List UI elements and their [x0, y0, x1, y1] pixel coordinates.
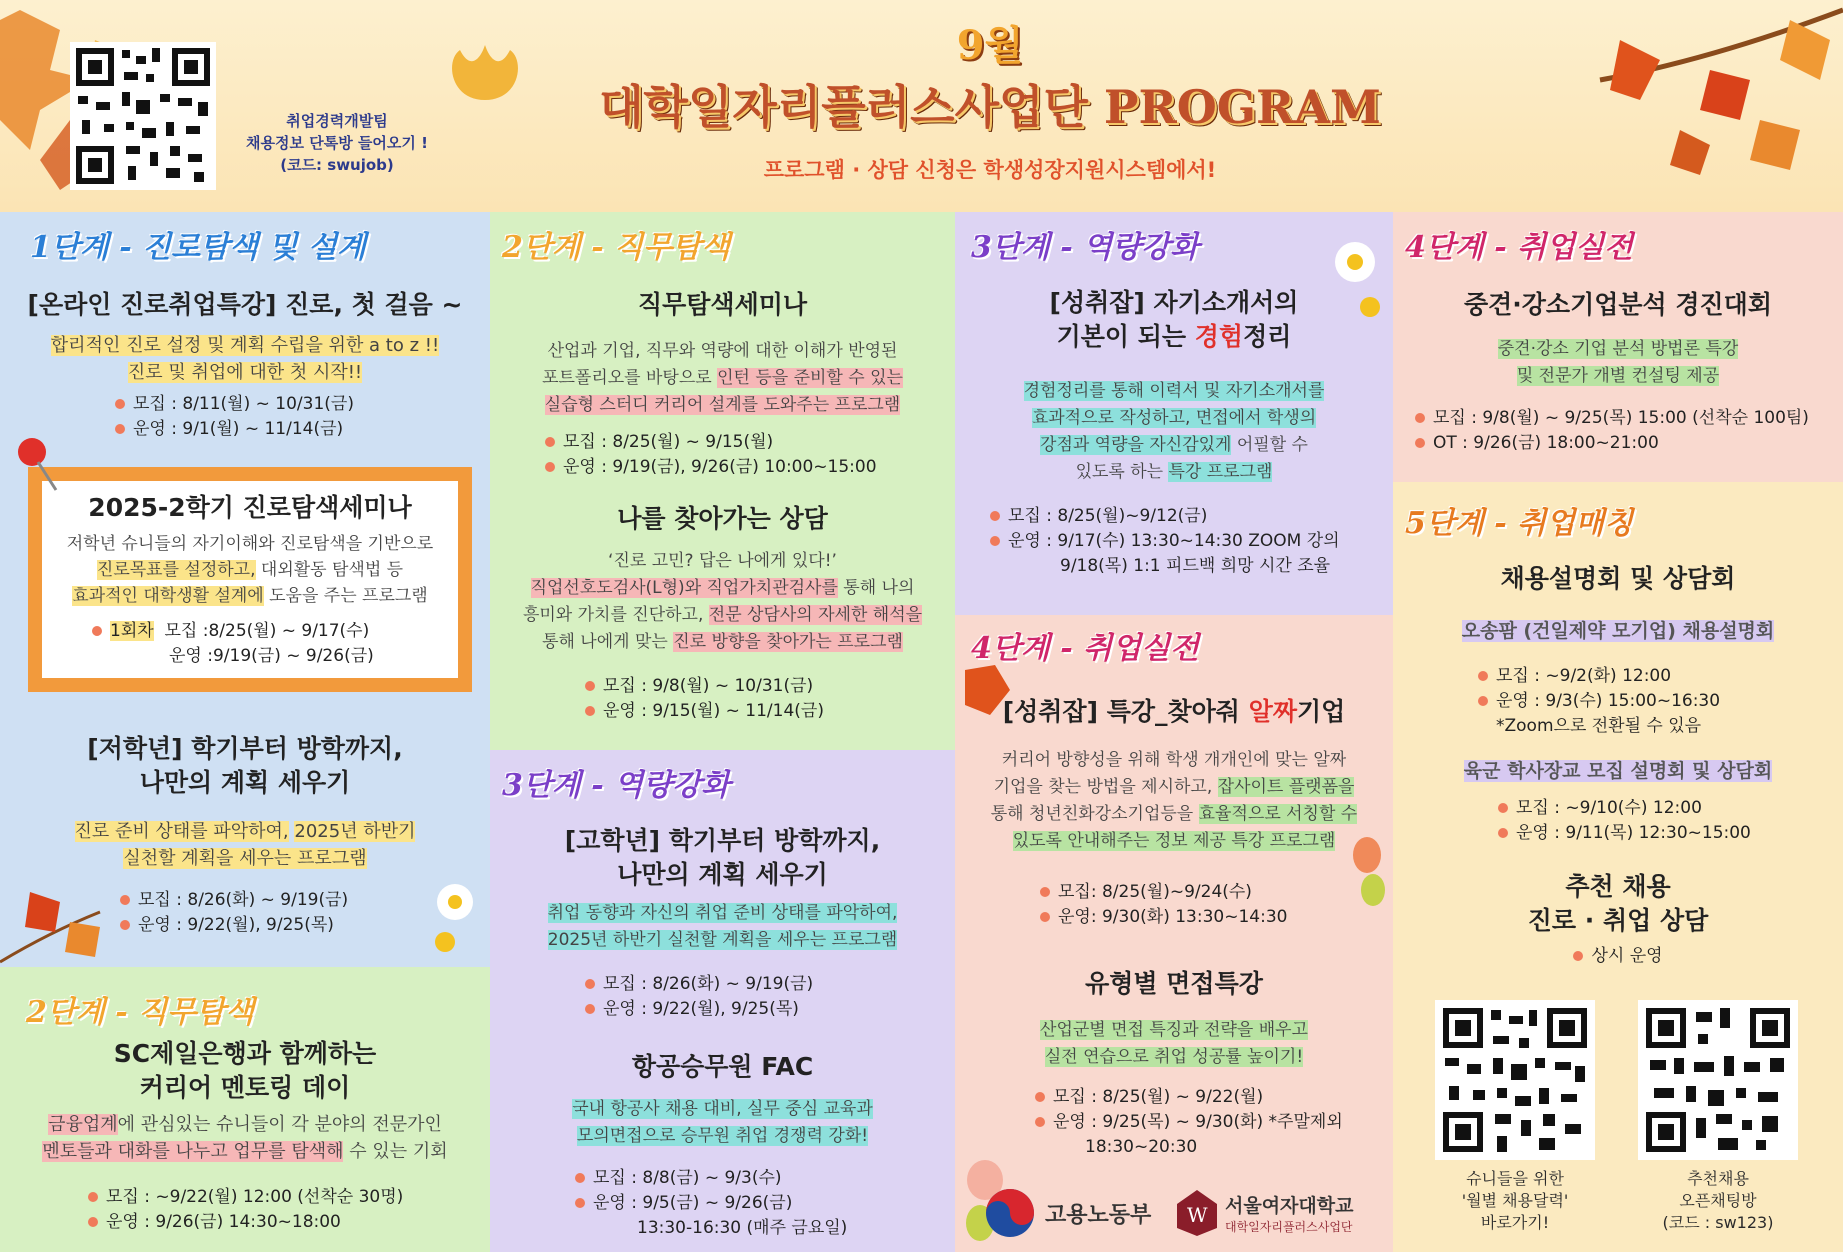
recruit-date: 모집 : 8/25(월) ~ 9/22(월) — [1053, 1087, 1264, 1107]
featured-desc: 효과적인 대학생활 설계에 — [72, 586, 264, 606]
bullet-dot — [115, 424, 125, 434]
logo-moel — [985, 1185, 1151, 1241]
qr-caption-line: 추천채용 — [1687, 1169, 1749, 1188]
pushpin-icon — [14, 434, 60, 494]
bullet-dot — [990, 536, 1000, 546]
logo-subtext: 대학일자리플러스사업단 — [1225, 1220, 1353, 1234]
qr-caption — [1405, 1168, 1625, 1234]
recruit-date: 모집 : ~9/22(월) 12:00 (선착순 30명) — [106, 1187, 404, 1207]
stage-heading: 5단계 - 취업매칭 — [1405, 506, 1634, 541]
qr-caption — [222, 110, 452, 176]
qr-caption-line: (코드: swujob) — [280, 156, 394, 174]
program-desc: 합리적인 진로 설정 및 계획 수립을 위한 a to z !! — [50, 335, 440, 356]
program-desc: 실습형 스터디 커리어 설계를 도와주는 프로그램 — [544, 395, 901, 415]
program-title: 나만의 계획 세우기 — [617, 860, 828, 889]
bullet-dot — [92, 626, 102, 636]
qr-code-openchat[interactable] — [1638, 1000, 1798, 1160]
qr-icon — [1638, 1000, 1798, 1160]
program-desc: ‘진로 고민? 답은 나에게 있다!’ — [608, 551, 837, 571]
recruit-date: 모집 : 9/8(월) ~ 10/31(금) — [603, 676, 814, 696]
bullet-dot — [115, 399, 125, 409]
bullet-dot — [1415, 438, 1425, 448]
stage-heading: 3단계 - 역량강화 — [971, 230, 1200, 265]
round-badge: 1회차 — [110, 621, 154, 641]
program-desc: 전문 상담사의 자세한 해석을 — [708, 605, 923, 625]
stage-heading: 3단계 - 역량강화 — [502, 768, 731, 803]
program-title: 기본이 되는 — [1056, 322, 1195, 351]
bullet-dot — [1035, 1117, 1045, 1127]
qr-code-kakao[interactable] — [70, 42, 216, 190]
featured-desc: 도움을 주는 프로그램 — [269, 586, 428, 606]
program-desc: 인턴 등을 준비할 수 있는 — [717, 368, 903, 388]
program-desc: 국내 항공사 채용 대비, 실무 중심 교육과 — [572, 1099, 873, 1119]
column-1 — [0, 212, 490, 967]
featured-desc: 대외활동 탐색법 등 — [260, 560, 404, 580]
bullet-dot — [545, 462, 555, 472]
program-title: 추천 채용 — [1565, 872, 1671, 901]
qr-caption-line: 슈니들을 위한 — [1466, 1169, 1564, 1188]
program-title: 채용설명회 및 상담회 — [1500, 564, 1736, 593]
qr-caption — [1608, 1168, 1828, 1234]
month-label: 9월 — [956, 22, 1024, 69]
program-desc: 통해 나에게 맞는 — [542, 632, 674, 652]
recruit-date: 모집 : 8/26(화) ~ 9/19(금) — [603, 974, 814, 994]
bullet-dot — [1040, 912, 1050, 922]
operation-date: 운영 : 9/15(월) ~ 11/14(금) — [603, 701, 824, 721]
program-desc: 2025년 하반기 — [294, 821, 416, 842]
program-desc: 강점과 역량을 자신감있게 — [1040, 435, 1232, 455]
bullet-dot — [88, 1192, 98, 1202]
qr-icon — [70, 42, 216, 190]
program-desc: 포트폴리오를 바탕으로 — [542, 368, 718, 388]
program-desc: 모의면접으로 승무원 취업 경쟁력 강화! — [576, 1126, 869, 1146]
featured-desc: 진로목표를 설정하고, — [96, 560, 256, 580]
operation-note: 상시 운영 — [1591, 946, 1663, 966]
program-desc: 통해 나의 — [837, 578, 915, 598]
program-title: 커리어 멘토링 데이 — [139, 1073, 351, 1102]
note-text: *Zoom으로 전환될 수 있음 — [1496, 716, 1702, 736]
operation-date: 운영 :9/19(금) ~ 9/26(금) — [169, 646, 374, 666]
program-title: 나를 찾아가는 상담 — [617, 504, 828, 533]
operation-date: 운영 : 9/17(수) 13:30~14:30 ZOOM 강의 — [1008, 531, 1340, 551]
program-desc: 멘토들과 대화를 나누고 업무를 탐색해 — [42, 1141, 344, 1162]
column-4 — [1393, 212, 1843, 482]
stage-heading: 4단계 - 취업실전 — [971, 631, 1200, 666]
recruit-date: 모집 : 8/25(월) ~ 9/15(월) — [563, 432, 774, 452]
program-title: 중견·강소기업분석 경진대회 — [1463, 290, 1772, 319]
program-title: [성취잡] 특강_찾아줘 — [1002, 697, 1249, 726]
column-3 — [955, 212, 1393, 615]
program-desc: 금융업계 — [48, 1114, 118, 1135]
qr-caption-line: '월별 채용달력' — [1461, 1191, 1569, 1210]
program-desc: 수 있는 기회 — [343, 1141, 448, 1162]
program-desc: 2025년 하반기 실천할 계획을 세우는 프로그램 — [547, 930, 898, 950]
program-title-accent: 경험 — [1194, 322, 1244, 351]
featured-desc: 저학년 슈니들의 자기이해와 진로탐색을 기반으로 — [66, 534, 434, 554]
program-desc: 및 전문가 개별 컨설팅 제공 — [1516, 366, 1720, 386]
stage-heading: 2단계 - 직무탐색 — [26, 995, 255, 1030]
featured-box — [28, 467, 472, 692]
leaf-icon — [1345, 830, 1393, 910]
recruit-date: 모집 : 8/25(월)~9/12(금) — [1008, 506, 1208, 526]
program-desc: 효율적으로 서칭할 수 — [1198, 804, 1358, 824]
operation-date: 운영 : 9/26(금) 14:30~18:00 — [106, 1212, 341, 1232]
qr-caption-line: 취업경력개발팀 — [286, 112, 388, 130]
program-title: [성취잡] 자기소개서의 — [1049, 288, 1299, 317]
header — [0, 0, 1843, 212]
bullet-dot — [1415, 413, 1425, 423]
bullet-dot — [1498, 803, 1508, 813]
bullet-dot — [585, 681, 595, 691]
university-emblem-icon — [1175, 1188, 1219, 1238]
operation-date: 운영 : 9/22(월), 9/25(목) — [603, 999, 799, 1019]
program-title: [온라인 진로취업특강] 진로, 첫 걸음 ~ — [27, 290, 463, 319]
program-desc: 진로 준비 상태를 파악하여, — [74, 821, 289, 842]
recruit-date: 모집 : 9/8(월) ~ 9/25(목) 15:00 (선착순 100팀) — [1433, 408, 1809, 428]
operation-date: 운영 : 9/19(금), 9/26(금) 10:00~15:00 — [563, 457, 877, 477]
stage-heading: 1단계 - 진로탐색 및 설계 — [30, 230, 366, 265]
stage-heading: 4단계 - 취업실전 — [1405, 230, 1634, 265]
program-desc: 실전 연습으로 취업 성공률 높이기! — [1044, 1047, 1304, 1067]
bullet-dot — [575, 1173, 585, 1183]
program-desc: 진로 및 취업에 대한 첫 시작!! — [127, 362, 363, 383]
column-2-bottom — [490, 750, 955, 1252]
page-title: 대학일자리플러스사업단 PROGRAM — [599, 80, 1381, 134]
program-desc: 있도록 하는 — [1075, 462, 1169, 482]
operation-date: 운영 : 9/11(목) 12:30~15:00 — [1516, 823, 1751, 843]
taegeuk-icon — [985, 1188, 1035, 1238]
program-title: 기업 — [1296, 697, 1346, 726]
bullet-dot — [575, 1198, 585, 1208]
maple-branch-icon — [1560, 0, 1843, 200]
operation-date: 9/18(목) 1:1 피드백 희망 시간 조율 — [1060, 556, 1331, 576]
program-desc: 경험정리를 통해 이력서 및 자기소개서를 — [1023, 381, 1325, 401]
program-desc: 중견·강소 기업 분석 방법론 특강 — [1497, 339, 1739, 359]
bullet-dot — [585, 1004, 595, 1014]
recruit-date: 모집 : ~9/10(수) 12:00 — [1516, 798, 1702, 818]
logo-text: 서울여자대학교 — [1225, 1195, 1354, 1217]
bullet-dot — [120, 895, 130, 905]
recruit-date: 모집 :8/25(월) ~ 9/17(수) — [164, 621, 370, 641]
bullet-dot — [585, 706, 595, 716]
qr-caption-line: 채용정보 단톡방 들어오기 ! — [246, 134, 428, 152]
program-title: 진로 · 취업 상담 — [1527, 906, 1709, 935]
column-2 — [490, 212, 955, 750]
program-title-accent: 알짜 — [1248, 697, 1297, 726]
ginkgo-leaf-icon — [440, 40, 530, 140]
logo-text: 고용노동부 — [1045, 1202, 1152, 1228]
program-desc: 커리어 방향성을 위해 학생 개개인에 맞는 알짜 — [1001, 750, 1347, 770]
qr-caption-line: (코드 : sw123) — [1662, 1213, 1774, 1232]
recruit-date: 모집 : 8/26(화) ~ 9/19(금) — [138, 890, 349, 910]
column-1-bottom — [0, 967, 490, 1252]
program-title: SC제일은행과 함께하는 — [113, 1039, 377, 1068]
program-desc: 효과적으로 작성하고, 면접에서 학생의 — [1031, 408, 1317, 428]
recruit-date: 모집 : ~9/2(화) 12:00 — [1496, 666, 1672, 686]
recruit-date: 모집 : 8/8(금) ~ 9/3(수) — [593, 1168, 782, 1188]
program-desc: 취업 동향과 자신의 취업 준비 상태를 파악하여, — [547, 903, 898, 923]
event-subtitle: 육군 학사장교 모집 설명회 및 상담회 — [1463, 760, 1773, 782]
operation-date: 운영 : 9/25(목) ~ 9/30(화) *주말제외 — [1053, 1112, 1343, 1132]
operation-date: 운영 : 9/3(수) 15:00~16:30 — [1496, 691, 1721, 711]
bullet-dot — [1478, 671, 1488, 681]
operation-date: 운영: 9/30(화) 13:30~14:30 — [1058, 907, 1288, 927]
program-title: [고학년] 학기부터 방학까지, — [564, 826, 881, 855]
column-4-bottom — [1393, 482, 1843, 1252]
program-title: 유형별 면접특강 — [1085, 969, 1263, 998]
logo-swu — [1175, 1185, 1353, 1241]
program-desc: 직업선호도검사(L형)와 직업가치관검사를 — [530, 578, 838, 598]
svg-text:W: W — [1187, 1203, 1208, 1227]
program-title: 직무탐색세미나 — [637, 290, 808, 319]
program-desc: 어필할 수 — [1231, 435, 1308, 455]
program-desc: 있도록 안내해주는 정보 제공 특강 프로그램 — [1012, 831, 1336, 851]
bullet-dot — [1573, 951, 1583, 961]
program-desc: 에 관심있는 슈니들이 각 분야의 전문가인 — [117, 1114, 442, 1135]
page-subtitle: 프로그램 · 상담 신청은 학생성장지원시스템에서! — [763, 158, 1217, 182]
bullet-dot — [88, 1217, 98, 1227]
bullet-dot — [1035, 1092, 1045, 1102]
qr-caption-line: 바로가기! — [1480, 1213, 1550, 1232]
operation-time: 18:30~20:30 — [1085, 1137, 1198, 1157]
qr-caption-line: 오픈채팅방 — [1679, 1191, 1757, 1210]
program-desc: 잡사이트 플랫폼을 — [1217, 777, 1355, 797]
daisy-icon — [420, 872, 490, 967]
recruit-date: 모집: 8/25(월)~9/24(수) — [1058, 882, 1252, 902]
program-title: 정리 — [1243, 322, 1292, 351]
operation-date: 운영 : 9/5(금) ~ 9/26(금) — [593, 1193, 793, 1213]
bullet-dot — [990, 511, 1000, 521]
bullet-dot — [1040, 887, 1050, 897]
program-desc: 산업군별 면접 특징과 전략을 배우고 — [1040, 1020, 1308, 1040]
recruit-date: 모집 : 8/11(월) ~ 10/31(금) — [133, 394, 354, 414]
event-subtitle: 오송팜 (건일제약 모기업) 채용설명회 — [1461, 620, 1775, 642]
bullet-dot — [545, 437, 555, 447]
maple-leaf-icon — [0, 872, 110, 967]
program-desc: 실천할 계획을 세우는 프로그램 — [123, 848, 367, 869]
program-desc: 특강 프로그램 — [1168, 462, 1273, 482]
column-3-bottom — [955, 615, 1393, 1252]
ot-date: OT : 9/26(금) 18:00~21:00 — [1433, 433, 1659, 453]
stage-heading: 2단계 - 직무탐색 — [502, 230, 731, 265]
featured-title: 2025-2학기 진로탐색세미나 — [88, 493, 412, 522]
program-desc: 흥미와 가치를 진단하고, — [522, 605, 709, 625]
bullet-dot — [585, 979, 595, 989]
bullet-dot — [1498, 828, 1508, 838]
program-desc: 진로 방향을 찾아가는 프로그램 — [673, 632, 903, 652]
operation-date: 운영 : 9/22(월), 9/25(목) — [138, 915, 334, 935]
program-title: 나만의 계획 세우기 — [139, 768, 351, 797]
program-desc: 기업을 찾는 방법을 제시하고, — [993, 777, 1218, 797]
qr-icon — [1435, 1000, 1595, 1160]
program-title: [저학년] 학기부터 방학까지, — [87, 734, 403, 763]
operation-time: 13:30-16:30 (매주 금요일) — [637, 1218, 848, 1238]
operation-date: 운영 : 9/1(월) ~ 11/14(금) — [133, 419, 344, 439]
program-title: 항공승무원 FAC — [631, 1052, 814, 1081]
program-desc: 산업과 기업, 직무와 역량에 대한 이해가 반영된 — [547, 341, 898, 361]
bullet-dot — [120, 920, 130, 930]
qr-code-calendar[interactable] — [1435, 1000, 1595, 1160]
bullet-dot — [1478, 696, 1488, 706]
program-desc: 통해 청년친화강소기업등을 — [990, 804, 1199, 824]
